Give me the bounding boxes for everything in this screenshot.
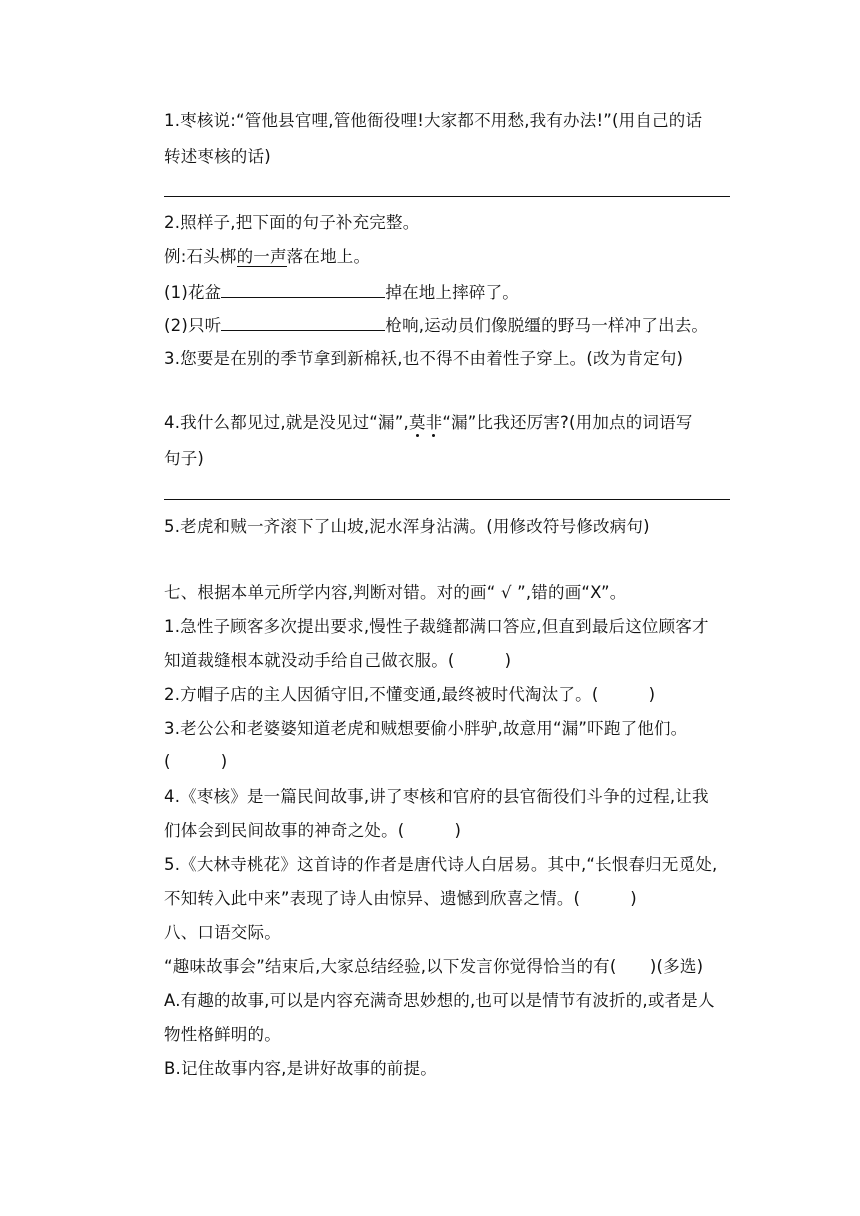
s8-option-a-line1: A.有趣的故事,可以是内容充满奇思妙想的,也可以是情节有波折的,或者是人 (164, 991, 715, 1010)
q2-item2 (164, 314, 734, 337)
s7-item3-line2: ( ) (164, 752, 228, 771)
q4-answer-line[interactable] (164, 499, 730, 500)
s7-item1-line2: 知道裁缝根本就没动手给自己做衣服。( ) (164, 651, 512, 670)
q2-item2-blank[interactable] (221, 314, 385, 331)
q2-example-suffix: 落在地上。 (286, 247, 371, 266)
q2-item2-suffix: 枪响,运动员们像脱缰的野马一样冲了出去。 (385, 316, 709, 335)
q2-item1-blank[interactable] (221, 281, 385, 298)
q2-item1 (164, 281, 734, 304)
s8-question: “趣味故事会”结束后,大家总结经验,以下发言你觉得恰当的有( )(多选) (164, 957, 704, 976)
s7-item5-line2: 不知转入此中来”表现了诗人由惊异、遗憾到欣喜之情。( ) (164, 889, 637, 908)
q5-text: 5.老虎和贼一齐滚下了山坡,泥水浑身沾满。(用修改符号修改病句) (164, 517, 650, 536)
q1-line1: 1.枣核说:“管他县官哩,管他衙役哩!大家都不用愁,我有办法!”(用自己的话 (164, 111, 703, 130)
q4-dotted-char-1: 莫 (408, 413, 426, 432)
s7-item3-line1: 3.老公公和老婆婆知道老虎和贼想要偷小胖驴,故意用“漏”吓跑了他们。 (164, 719, 688, 738)
q4-line2: 句子) (164, 449, 205, 468)
s7-item4-line2: 们体会到民间故事的神奇之处。( ) (164, 821, 462, 840)
q2-item2-prefix: (2)只听 (164, 316, 222, 335)
q2-item1-prefix: (1)花盆 (164, 283, 222, 302)
s8-option-a-line2: 物性格鲜明的。 (164, 1025, 281, 1044)
s7-item5-line1: 5.《大林寺桃花》这首诗的作者是唐代诗人白居易。其中,“长恨春归无觅处, (164, 855, 718, 874)
q2-example-prefix: 例:石头梆 (164, 247, 237, 266)
section8-title: 八、口语交际。 (164, 923, 281, 942)
q1-line2: 转述枣核的话) (164, 147, 271, 166)
q2-title: 2.照样子,把下面的句子补充完整。 (164, 213, 420, 232)
q4-part2: “漏”比我还厉害?(用加点的词语写 (442, 413, 693, 432)
section7-title: 七、根据本单元所学内容,判断对错。对的画“ √ ”,错的画“X”。 (164, 583, 627, 602)
q4-part1: 4.我什么都见过,就是没见过“漏”, (164, 413, 409, 432)
q3-text: 3.您要是在别的季节拿到新棉袄,也不得不由着性子穿上。(改为肯定句) (164, 349, 684, 368)
s8-option-b: B.记住故事内容,是讲好故事的前提。 (164, 1059, 437, 1078)
q4-line1 (164, 412, 734, 434)
s7-item2: 2.方帽子店的主人因循守旧,不懂变通,最终被时代淘汰了。( ) (164, 685, 656, 704)
q4-dotted-char-2: 非 (425, 413, 443, 432)
q2-example (164, 246, 734, 268)
q2-item1-suffix: 掉在地上摔碎了。 (385, 283, 519, 302)
s7-item4-line1: 4.《枣核》是一篇民间故事,讲了枣核和官府的县官衙役们斗争的过程,让我 (164, 787, 709, 806)
s7-item1-line1: 1.急性子顾客多次提出要求,慢性子裁缝都满口答应,但直到最后这位顾客才 (164, 617, 709, 636)
q1-answer-line[interactable] (164, 196, 730, 197)
q2-example-underlined: 的一声 (236, 247, 287, 266)
